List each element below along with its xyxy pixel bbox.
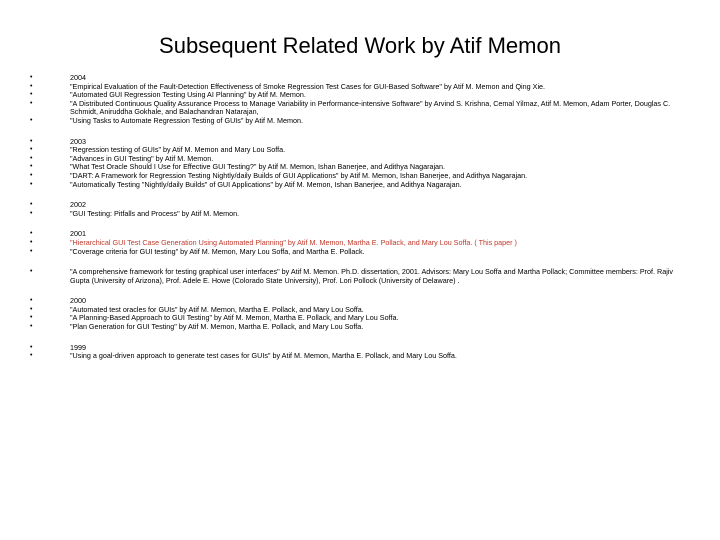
publication-text: "A Distributed Continuous Quality Assurance Process to Manage Variability in Performance-intensive Software" by Arvind S. Krishna, Cemal Yilmaz, Atif M. Memon, Adam Porter, Douglas C. Schmidt, Aniruddha Gokhale, and Balachandran Natarajan,	[70, 98, 671, 117]
bullet-icon: •	[30, 116, 33, 124]
year-label: 2000	[70, 296, 86, 306]
bullet-icon: •	[30, 146, 33, 154]
publication-text: "DART: A Framework for Regression Testing Nightly/daily Builds of GUI Applications" by Atif M. Memon, Ishan Banerjee, and Adithya Nagarajan.	[70, 170, 528, 180]
bullet-icon: •	[30, 343, 33, 351]
bullet-icon: •	[30, 297, 33, 305]
page-title: Subsequent Related Work by Atif Memon	[159, 33, 561, 58]
publication-text: "Empirical Evaluation of the Fault-Detection Effectiveness of Smoke Regression Test Cases for GUI-Based Software" by Atif M. Memon and Qing Xie.	[70, 81, 546, 91]
list-item	[30, 352, 680, 361]
publication-text: "What Test Oracle Should I Use for Effective GUI Testing?" by Atif M. Memon, Ishan Banerjee, and Adithya Nagarajan.	[70, 162, 446, 172]
publication-text: "Hierarchical GUI Test Case Generation Using Automated Planning" by Atif M. Memon, Martha E. Pollack, and Mary Lou Soffa. ( This paper )	[70, 237, 517, 247]
bullet-icon: •	[30, 154, 33, 162]
publication-text: "Regression testing of GUIs" by Atif M. Memon and Mary Lou Soffa.	[70, 145, 286, 155]
bullet-icon: •	[30, 82, 33, 90]
list-item	[30, 100, 680, 117]
bullet-icon: •	[30, 230, 33, 238]
bullet-icon: •	[30, 201, 33, 209]
publication-text: "Automated GUI Regression Testing Using AI Planning" by Atif M. Memon.	[70, 90, 306, 100]
bullet-icon: •	[30, 99, 33, 107]
publication-text: "Using a goal-driven approach to generate test cases for GUIs" by Atif M. Memon, Martha E. Pollack, and Mary Lou Soffa.	[70, 351, 457, 361]
bullet-icon: •	[30, 91, 33, 99]
bullet-icon: •	[30, 305, 33, 313]
publication-list	[30, 74, 680, 373]
bullet-icon: •	[30, 209, 33, 217]
bullet-icon: •	[30, 247, 33, 255]
list-item	[30, 268, 680, 285]
publication-text: "Automated test oracles for GUIs" by Atif M. Memon, Martha E. Pollack, and Mary Lou Soffa.	[70, 304, 364, 314]
bullet-icon: •	[30, 323, 33, 331]
publication-text: "Plan Generation for GUI Testing" by Atif M. Memon, Martha E. Pollack, and Mary Lou Soffa.	[70, 322, 364, 332]
publication-text: "GUI Testing: Pitfalls and Process" by Atif M. Memon.	[70, 208, 240, 218]
year-label: 2004	[70, 73, 86, 82]
year-group	[30, 201, 680, 218]
publication-text: "Advances in GUI Testing" by Atif M. Memon.	[70, 153, 214, 163]
bullet-icon: •	[30, 137, 33, 145]
bullet-icon: •	[30, 74, 33, 81]
bullet-icon: •	[30, 180, 33, 188]
year-group	[30, 268, 680, 285]
year-group	[30, 74, 680, 126]
year-label: 2003	[70, 136, 86, 146]
year-label: 1999	[70, 342, 86, 352]
publication-text: "Using Tasks to Automate Regression Testing of GUIs" by Atif M. Memon.	[70, 115, 303, 125]
year-group	[30, 138, 680, 190]
year-group	[30, 230, 680, 256]
year-group	[30, 344, 680, 361]
bullet-icon: •	[30, 163, 33, 171]
list-item	[30, 248, 680, 257]
year-label: 2002	[70, 200, 86, 210]
bullet-icon: •	[30, 352, 33, 360]
year-group	[30, 297, 680, 331]
publication-text: "A Planning-Based Approach to GUI Testing" by Atif M. Memon, Martha E. Pollack, and Mary Lou Soffa.	[70, 313, 399, 323]
publication-text: "A comprehensive framework for testing graphical user interfaces" by Atif M. Memon. Ph.D. dissertation, 2001. Advisors: Mary Lou Soffa and Martha Pollack; Committee members: Prof. Rajiv Gupta (University of Arizona), Prof. Adele E. Howe (Colorado State University), Prof. Lori Pollock (University of Delaware) .	[70, 267, 673, 285]
bullet-icon: •	[30, 268, 33, 276]
bullet-icon: •	[30, 314, 33, 322]
list-item	[30, 210, 680, 219]
bullet-icon: •	[30, 238, 33, 246]
list-item	[30, 323, 680, 332]
publication-text: "Coverage criteria for GUI testing" by Atif M. Memon, Mary Lou Soffa, and Martha E. Pollack.	[70, 246, 365, 256]
publication-text: "Automatically Testing "Nightly/daily Builds" of GUI Applications" by Atif M. Memon, Ishan Banerjee, and Adithya Nagarajan.	[70, 179, 462, 189]
list-item	[30, 117, 680, 126]
list-item	[30, 181, 680, 190]
year-label: 2001	[70, 229, 86, 239]
bullet-icon: •	[30, 171, 33, 179]
